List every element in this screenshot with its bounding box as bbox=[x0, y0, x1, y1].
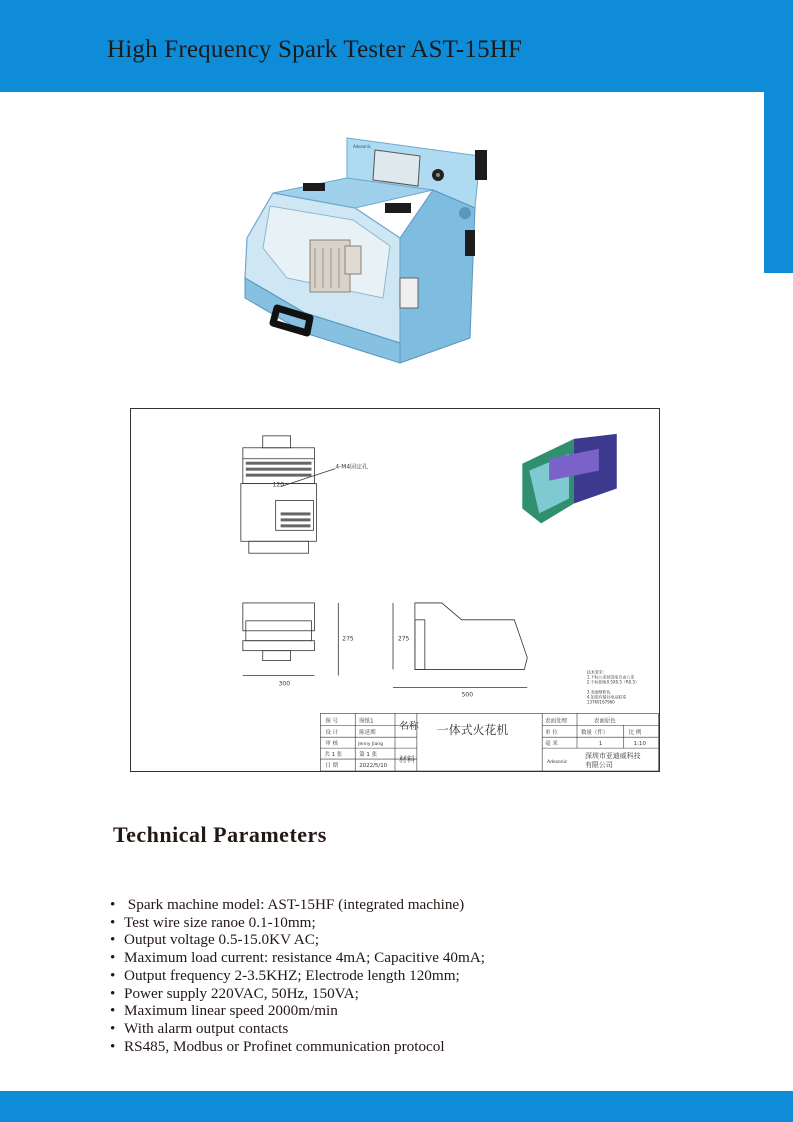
brand-label: Adesonic bbox=[353, 144, 372, 149]
list-item bbox=[110, 1038, 485, 1056]
tb-scale-value: 1:10 bbox=[633, 741, 646, 748]
tb-label: 设 计 bbox=[325, 730, 339, 737]
dim-500: 500 bbox=[461, 691, 474, 699]
list-item bbox=[110, 949, 485, 967]
dim-300: 300 bbox=[278, 680, 291, 688]
tb-scale-label: 比 例 bbox=[628, 730, 642, 737]
tb-value: 陈延期 bbox=[359, 730, 376, 737]
section-heading: Technical Parameters bbox=[113, 822, 327, 847]
list-item bbox=[110, 931, 485, 949]
title-block-text bbox=[324, 716, 646, 769]
top-view bbox=[241, 436, 335, 553]
bullet: • bbox=[110, 1019, 116, 1037]
parameter-text: Output voltage 0.5-15.0KV AC; bbox=[124, 931, 320, 949]
tb-company-logo: Adesonic bbox=[547, 760, 568, 766]
bullet: • bbox=[110, 896, 116, 913]
tech-notes bbox=[587, 670, 639, 705]
tb-company-name: 深圳市亚迪威科技 bbox=[584, 752, 641, 761]
tb-label: 图 号 bbox=[325, 718, 339, 725]
bullet: • bbox=[110, 1037, 116, 1055]
tb-material-label: 材料 bbox=[398, 755, 415, 765]
tb-value: 第 1 张 bbox=[359, 752, 378, 759]
tb-label: 审 核 bbox=[325, 741, 339, 748]
tb-qty-label: 数量（件） bbox=[580, 730, 609, 737]
parameter-text: Test wire size ranoe 0.1-10mm; bbox=[124, 913, 316, 931]
bullet: • bbox=[110, 1002, 116, 1020]
tb-company-name: 有限公司 bbox=[584, 761, 613, 770]
parameter-text: Spark machine model: AST-15HF (integrated machine) bbox=[124, 896, 465, 913]
note-line: 13760167960 bbox=[586, 699, 615, 705]
render-3d bbox=[522, 434, 616, 524]
bullet: • bbox=[110, 966, 116, 984]
tb-surface-value: 表面原色 bbox=[593, 718, 616, 725]
footer-band bbox=[0, 1091, 793, 1122]
dim-120: 120 bbox=[272, 481, 285, 489]
parameter-text: Maximum load current: resistance 4mA; Capacitive 40mA; bbox=[124, 949, 486, 967]
note-line: 技术要求: bbox=[586, 669, 605, 675]
note-line: 1.不标公差按国家自由公差 bbox=[586, 674, 635, 680]
dim-275-front: 275 bbox=[342, 635, 354, 643]
dim-275-side: 275 bbox=[397, 635, 410, 643]
bullet: • bbox=[110, 949, 116, 967]
bullet: • bbox=[110, 913, 116, 931]
note-line: 4.如图有疑问电话联系 bbox=[586, 694, 627, 700]
side-view bbox=[393, 603, 527, 688]
parameter-text: Maximum linear speed 2000m/min bbox=[124, 1002, 338, 1020]
side-accent-tab bbox=[764, 92, 793, 273]
front-view bbox=[243, 603, 338, 676]
tb-label: 共 1 张 bbox=[324, 752, 343, 759]
list-item bbox=[110, 967, 485, 985]
tb-value: 2022/5/10 bbox=[359, 763, 388, 770]
tb-value: Jenny Jiang bbox=[358, 742, 383, 748]
holes-annotation: 4-M4固定孔 bbox=[335, 463, 369, 471]
technical-drawing bbox=[130, 408, 660, 772]
tb-label: 日 期 bbox=[325, 763, 339, 770]
parameter-text: With alarm output contacts bbox=[124, 1019, 289, 1037]
parameter-text: Power supply 220VAC, 50Hz, 150VA; bbox=[124, 984, 359, 1002]
tb-mm-label: 毫 米 bbox=[545, 741, 558, 748]
list-item bbox=[110, 914, 485, 932]
tb-unit-label: 单 位 bbox=[545, 730, 558, 737]
tb-part-name: 一体式火花机 bbox=[436, 723, 509, 738]
bullet: • bbox=[110, 984, 116, 1002]
page-title: High Frequency Spark Tester AST-15HF bbox=[107, 36, 523, 63]
note-line: 3.表面喷粉色 bbox=[586, 689, 611, 695]
bullet: • bbox=[110, 931, 116, 949]
list-item bbox=[110, 1002, 485, 1020]
tb-value: 图纸1 bbox=[359, 718, 374, 725]
note-line: 2.不标倒角0.5X0.5（R0.5） bbox=[586, 679, 639, 685]
spark-tester-photo bbox=[225, 128, 495, 368]
parameter-list bbox=[110, 896, 485, 1055]
parameter-text: Output frequency 2-3.5KHZ; Electrode length 120mm; bbox=[124, 966, 460, 984]
parameter-text: RS485, Modbus or Profinet communication protocol bbox=[124, 1037, 445, 1055]
tb-surface-label: 表面处理 bbox=[545, 718, 567, 725]
top-view-hatch bbox=[246, 462, 312, 528]
tb-qty-value: 1 bbox=[598, 741, 603, 748]
tb-name-label: 名称 bbox=[398, 721, 419, 733]
list-item bbox=[110, 1020, 485, 1038]
list-item bbox=[110, 896, 485, 914]
list-item bbox=[110, 985, 485, 1003]
